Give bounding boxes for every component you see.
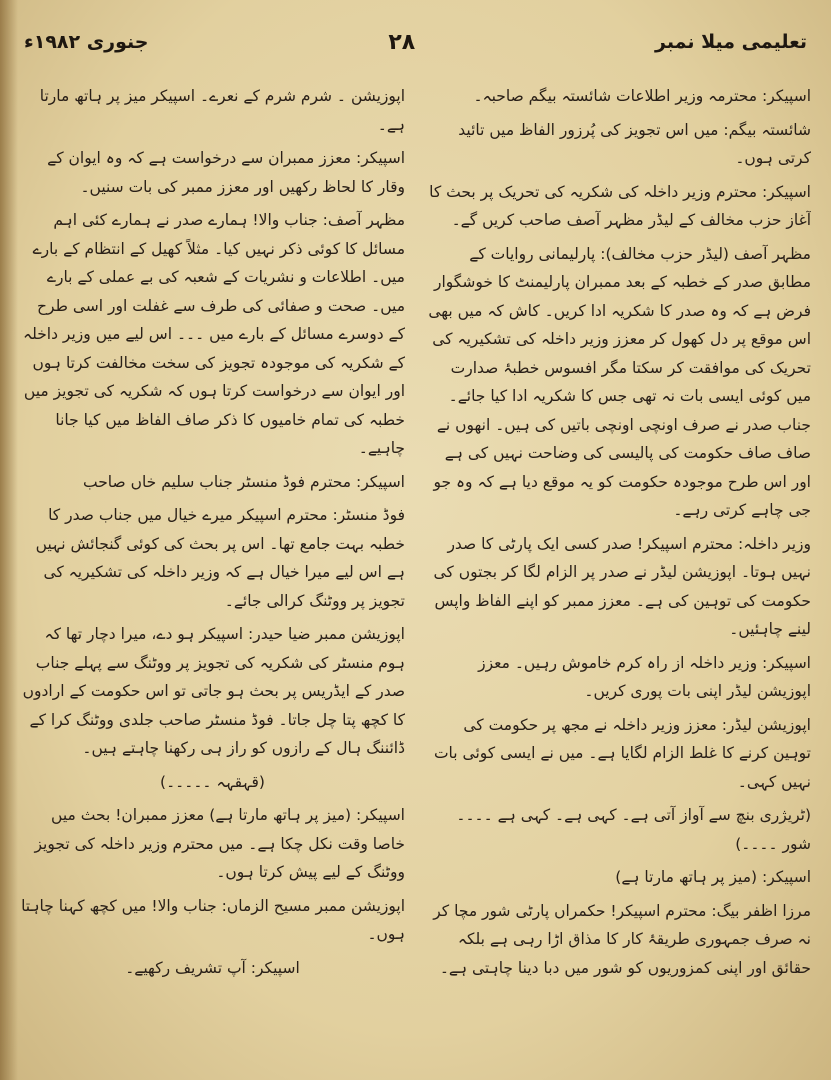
paragraph: اسپیکر: محترم فوڈ منسٹر جناب سلیم خاں صاحب	[82, 472, 405, 491]
magazine-title: تعلیمی میلا نمبر	[655, 31, 807, 53]
paragraph: اپوزیشن ممبر مسیح الزماں: جناب والا! میں کچھ کہنا چاہتا ہوں۔	[21, 896, 405, 943]
paragraph: اپوزیشن ۔ شرم شرم کے نعرے۔ اسپیکر میز پر ہاتھ مارتا ہے۔	[39, 87, 405, 134]
paragraph: (ٹریژری بنچ سے آواز آتی ہے۔ کہی ہے۔ کہی ہے ۔۔۔۔ شور ۔۔۔۔)	[456, 806, 811, 853]
page-header	[24, 22, 807, 62]
paragraph: اپوزیشن لیڈر: معزز وزیر داخلہ نے مجھ پر حکومت کی توہین کرنے کا غلط الزام لگایا ہے۔ میں نے ایسی کوئی بات نہیں کہی۔	[433, 715, 811, 791]
paragraph: اپوزیشن ممبر ضیا حیدر: اسپیکر ہو دے، میرا دچار تھا کہ ہوم منسٹر کی شکریہ کی تجویز پر ووٹنگ سے پہلے جناب صدر کے ایڈریس پر بحث ہو جاتی تو اس حکومت کے ارادوں کا کچھ پتا چل جاتا۔ فوڈ منسٹر صاحب جلدی ووٹنگ کرا کے ڈائننگ ہال کے رازوں کو راز ہی رکھنا چاہتے ہیں۔	[22, 625, 405, 757]
paragraph: اسپیکر: (میز پر ہاتھ مارتا ہے) معزز ممبران! بحث میں خاصا وقت نکل چکا ہے۔ میں محترم وزیر داخلہ کی تجویز ووٹنگ کے لیے پیش کرتا ہوں۔	[34, 806, 405, 881]
paragraph: اسپیکر: وزیر داخلہ از راہ کرم خاموش رہیں۔ معزز اپوزیشن لیڈر اپنی بات پوری کریں۔	[478, 653, 811, 700]
paragraph: اسپیکر: معزز ممبران سے درخواست ہے کہ وہ ایوان کے وقار کا لحاظ رکھیں اور معزز ممبر کی بات سنیں۔	[47, 149, 405, 196]
paragraph: اسپیکر: محترم وزیر داخلہ کی شکریہ کی تحریک پر بحث کا آغاز حزب مخالف کے لیڈر مظہر آصف صاحب کریں گے۔	[429, 182, 811, 229]
paragraph: مظہر آصف: جناب والا! ہمارے صدر نے ہمارے کئی اہم مسائل کا کوئی ذکر نہیں کیا۔ مثلاً کھیل کے انتظام کے بارے میں۔ اطلاعات و نشریات کے شعبہ کی بے عملی کے بارے میں۔ صحت و صفائی کی طرف سے غفلت اور اسی طرح کے دوسرے مسائل کے بارے میں ۔۔۔ اس لیے میں وزیر داخلہ کے شکریہ کی موجودہ تجویز کی سخت مخالفت کرتا ہوں اور ایوان سے درخواست کرتا ہوں کہ شکریہ کی تجویز میں خطبہ کی تمام خامیوں کا ذکر صاف الفاظ میں کیا جانا چاہیے۔	[23, 211, 405, 457]
paragraph: مرزا اظفر بیگ: محترم اسپیکر! حکمراں پارٹی شور مچا کر نہ صرف جمہوری طریقۂ کار کا مذاق اڑا رہی ہے بلکہ حقائق اور اپنی کمزوریوں کو شور میں دبا دینا چاہتی ہے۔	[433, 901, 811, 977]
issue-date: جنوری ۱۹۸۲ء	[24, 31, 149, 53]
paragraph: وزیر داخلہ: محترم اسپیکر! صدر کسی ایک پارٹی کا صدر نہیں ہوتا۔ اپوزیشن لیڈر نے صدر پر الزام لگا کر بجتوں کی حکومت کی توہین کی ہے۔ معزز ممبر کو اپنے الفاظ واپس لینے چاہئیں۔	[433, 534, 811, 638]
paragraph: مظہر آصف (لیڈر حزب مخالف): پارلیمانی روایات کے مطابق صدر کے خطبہ کے بعد ممبران پارلیمنٹ کا خوشگوار فرض ہے کہ وہ صدر کا شکریہ ادا کریں۔ کاش کہ میں بھی اس موقع پر دل کھول کر معزز وزیر داخلہ کی تشکیریہ کی تحریک کی موافقت کر سکتا مگر افسوس خطبۂ صدارت میں کوئی ایسی بات نہ تھی جس کا شکریہ ادا کیا جائے۔ جناب صدر نے صرف اونچی اونچی باتیں کی ہیں۔ انھوں نے صاف صاف حکومت کی پالیسی کی وضاحت نہیں کی ہے اور اس طرح موجودہ حکومت کو یہ موقع دیا ہے کہ وہ جو جی چاہے کرتی رہے۔	[428, 244, 811, 519]
paragraph: شائستہ بیگم: میں اس تجویز کی پُرزور الفاظ میں تائید کرتی ہوں۔	[458, 120, 811, 167]
paragraph: اسپیکر: آپ تشریف رکھیے۔	[125, 958, 300, 977]
paragraph: اسپیکر: (میز پر ہاتھ مارتا ہے)	[615, 868, 811, 886]
right-text-column	[426, 82, 811, 1054]
paragraph: فوڈ منسٹر: محترم اسپیکر میرے خیال میں جناب صدر کا خطبہ بہت جامع تھا۔ اس پر بحث کی کوئی گنجائش نہیں ہے اس لیے میرا خیال ہے کہ وزیر داخلہ کی تشکیریہ کی تجویز پر ووٹنگ کرالی جائے۔	[35, 506, 405, 610]
paragraph: (قہقہہ ۔۔۔۔۔)	[160, 772, 265, 791]
page-number: ۲۸	[388, 29, 416, 55]
paragraph: اسپیکر: محترمہ وزیر اطلاعات شائستہ بیگم صاحبہ۔	[473, 87, 811, 105]
left-text-column	[20, 82, 405, 1054]
